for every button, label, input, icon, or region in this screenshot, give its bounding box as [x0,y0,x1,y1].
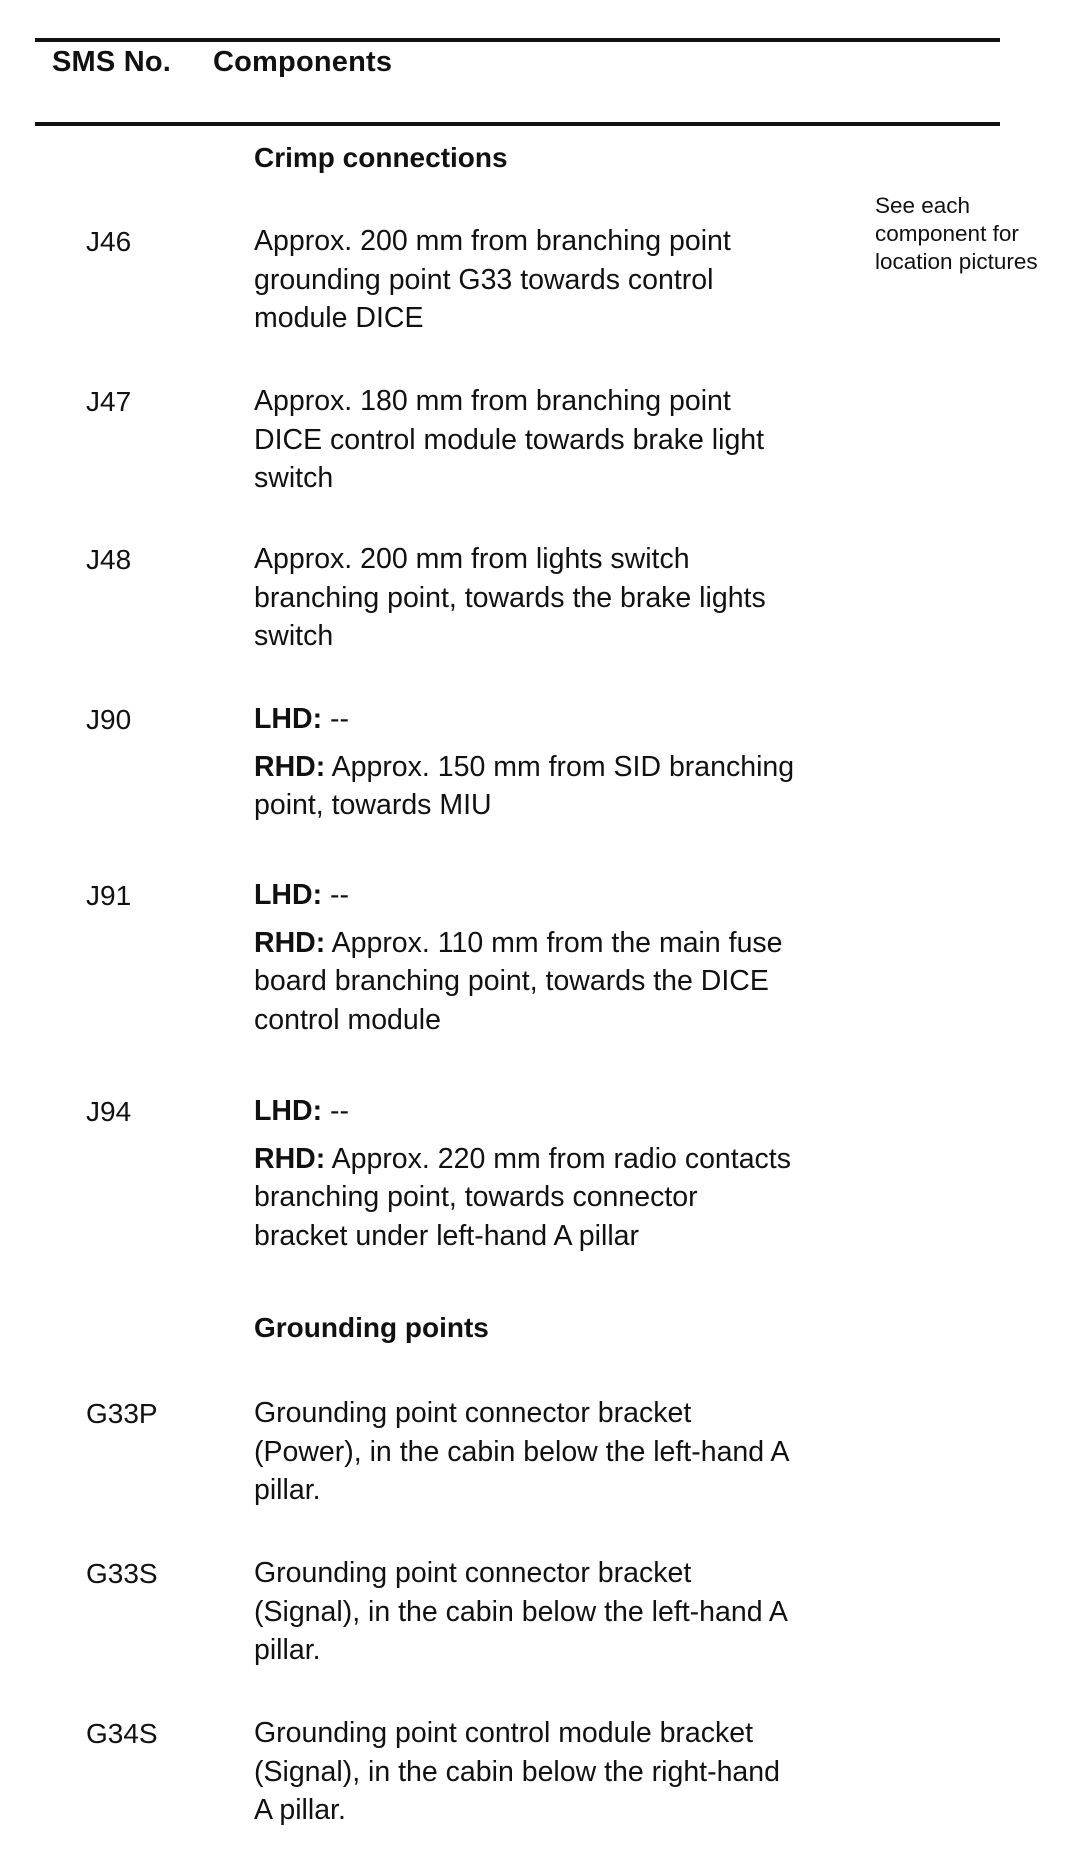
text-line: switch [254,462,334,494]
text-line: point, towards MIU [254,789,492,821]
text-line: control module [254,1003,441,1036]
lhd-line [254,876,904,915]
side-note-line: component for [875,221,1019,246]
row-text-j90 [254,700,904,825]
side-note-line: location pictures [875,249,1038,274]
row-id-g34s: G34S [86,1718,158,1749]
rhd-text: Approx. 220 mm from radio contacts [331,1142,791,1175]
text-line: pillar. [254,1634,321,1666]
header-bottom-rule [35,122,1000,126]
text-line: Grounding point connector bracket [254,1397,692,1429]
text-line: bracket under left-hand A pillar [254,1219,639,1252]
lhd-label: LHD: [254,879,323,911]
section-grounding-points: Grounding points [254,1312,489,1343]
rhd-text: Approx. 110 mm from the main fuse [331,926,783,959]
row-text-g33p [254,1394,904,1510]
text-line: Approx. 180 mm from branching point [254,385,731,417]
row-text-j46 [254,222,904,338]
text-line: branching point, towards the brake lights [254,581,766,614]
row-id-g33s: G33S [86,1558,158,1589]
text-line: DICE control module towards brake light [254,423,765,456]
text-line: (Power), in the cabin below the left-hand A [254,1435,790,1468]
lhd-value: -- [330,879,349,911]
rhd-label: RHD: [254,1142,326,1175]
row-id-g33p: G33P [86,1398,158,1429]
rhd-label: RHD: [254,750,326,783]
row-text-g34s [254,1714,904,1830]
row-text-j47 [254,382,904,498]
rhd-line [254,924,904,963]
side-note-line: See each [875,193,971,218]
lhd-label: LHD: [254,703,323,735]
section-crimp-connections: Crimp connections [254,142,508,173]
table-top-rule [35,38,1000,42]
row-text-j94 [254,1092,904,1255]
header-sms-no: SMS No. [52,46,172,78]
lhd-label: LHD: [254,1095,323,1127]
text-line: (Signal), in the cabin below the left-hand A [254,1595,788,1628]
text-line: grounding point G33 towards control [254,263,714,296]
text-line: board branching point, towards the DICE [254,965,769,997]
text-line: A pillar. [254,1794,346,1826]
row-id-j48: J48 [86,544,132,575]
rhd-line [254,1140,904,1179]
row-id-j91: J91 [86,880,132,911]
row-text-j48 [254,540,904,656]
lhd-value: -- [330,1095,349,1127]
text-line: Approx. 200 mm from branching point [254,225,731,257]
rhd-text: Approx. 150 mm from SID branching [331,750,795,783]
lhd-line [254,1092,904,1131]
row-id-j94: J94 [86,1096,132,1127]
text-line: Grounding point connector bracket [254,1557,692,1589]
lhd-value: -- [330,703,349,735]
text-line: Approx. 200 mm from lights switch [254,543,690,575]
rhd-line [254,748,904,787]
row-id-j90: J90 [86,704,132,735]
row-id-j46: J46 [86,226,132,257]
text-line: module DICE [254,302,424,334]
rhd-label: RHD: [254,926,326,959]
row-text-j91 [254,876,904,1039]
lhd-line [254,700,904,739]
text-line: pillar. [254,1474,321,1506]
text-line: (Signal), in the cabin below the right-hand [254,1755,780,1788]
row-id-j47: J47 [86,386,132,417]
row-text-g33s [254,1554,904,1670]
header-components: Components [213,46,393,78]
text-line: Grounding point control module bracket [254,1717,754,1749]
text-line: switch [254,620,334,652]
text-line: branching point, towards connector [254,1181,698,1213]
